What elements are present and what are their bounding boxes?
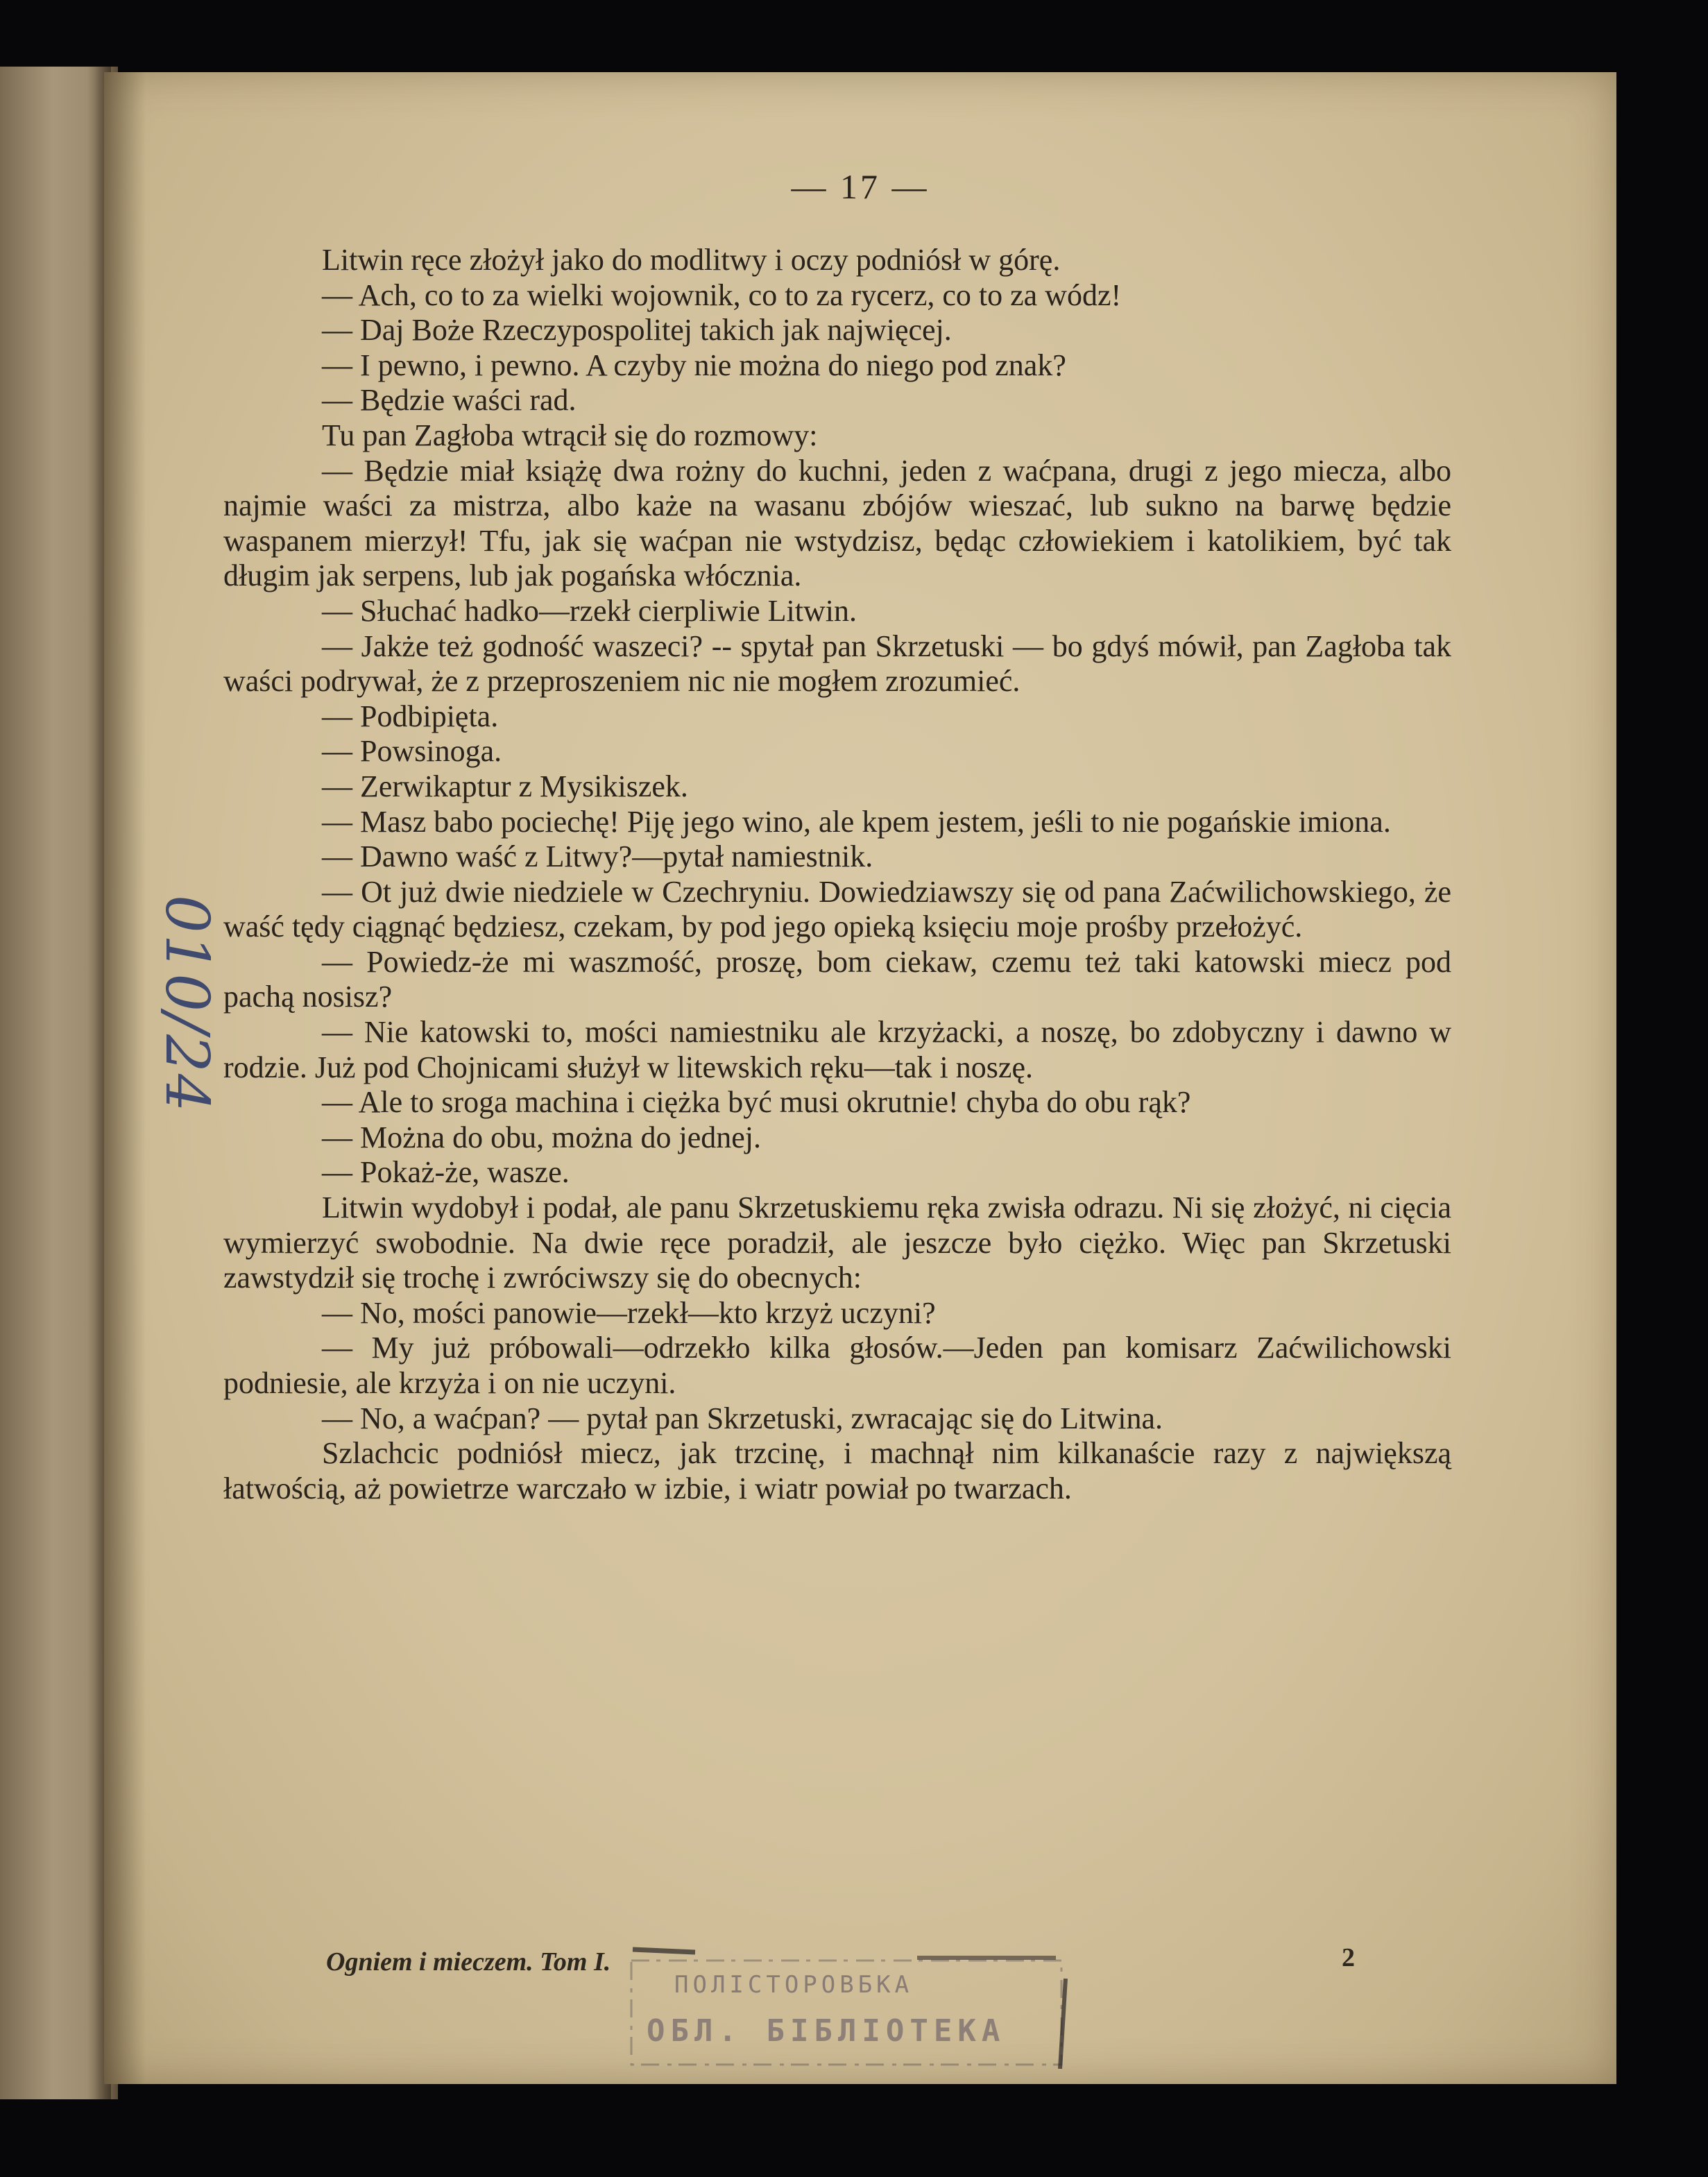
paragraph: Litwin ręce złożył jako do modlitwy i oczy podniósł w górę.: [322, 243, 1061, 277]
footer-signature-mark: 2: [1342, 1943, 1355, 1972]
paragraph: — Będzie miał książę dwa rożny do kuchni, jeden z waćpana, drugi z jego miecza, albo najmie waści za mistrza, albo każe na wasanu zbójów wieszać, lub sukno na barwę będzie waspanem mierzył! Tfu, jak się waćpan nie wstydzisz, będąc człowiekiem i katolikiem, być tak długim jak serpens, lub jak pogańska włócznia.: [223, 453, 1451, 593]
paragraph: — Daj Boże Rzeczypospolitej takich jak najwięcej.: [322, 313, 952, 348]
paragraph: — Powsinoga.: [322, 734, 502, 769]
paragraph: — Zerwikaptur z Mysikiszek.: [322, 769, 688, 803]
paragraph: — Ot już dwie niedziele w Czechryniu. Dowiedziawszy się od pana Zaćwilichowskiego, że waść tędy ciągnąć będziesz, czekam, by pod jego opieką księciu moje prośby przełożyć.: [223, 874, 1451, 944]
paragraph: Litwin wydobył i podał, ale panu Skrzetuskiemu ręka zwisła odrazu. Ni się złożyć, ni cięcia wymierzyć swobodnie. Na dwie ręce poradził, ale jeszcze było ciężko. Więc pan Skrzetuski zawstydził się trochę i zwróciwszy się do obecnych:: [223, 1190, 1451, 1295]
library-stamp: [626, 1937, 1077, 2076]
paragraph: — No, a waćpan? — pytał pan Skrzetuski, zwracając się do Litwina.: [322, 1401, 1163, 1435]
page-number: — 17 —: [791, 167, 930, 206]
paragraph: — Można do obu, można do jednej.: [322, 1120, 761, 1154]
paragraph: Tu pan Zagłoba wtrącił się do rozmowy:: [322, 418, 818, 452]
footer-book-title: Ogniem i mieczem. Tom I.: [326, 1947, 611, 1977]
paragraph: — Ale to sroga machina i ciężka być musi okrutnie! chyba do obu rąk?: [322, 1085, 1191, 1120]
paragraph: — Słuchać hadko—rzekł cierpliwie Litwin.: [322, 593, 857, 628]
paragraph: — No, mości panowie—rzekł—kto krzyż uczyni?: [322, 1295, 936, 1330]
paragraph: Szlachcic podniósł miecz, jak trzcinę, i machnął nim kilkanaście razy z największą łatwością, aż powietrze warczało w izbie, i wiatr powiał po twarzach.: [223, 1436, 1451, 1505]
shelfmark-text: 010/24: [152, 895, 221, 1113]
stamp-line: ОБЛ. БІБЛІОТЕКА: [647, 2013, 1006, 2049]
paragraph: — Dawno waść z Litwy?—pytał namiestnik.: [322, 839, 873, 874]
paragraph: — Masz babo pociechę! Piję jego wino, ale kpem jestem, jeśli to nie pogańskie imiona.: [322, 804, 1391, 839]
paragraph: — My już próbowali—odrzekło kilka głosów.—Jeden pan komisarz Zaćwilichowski podniesie, ale krzyża i on nie uczyni.: [223, 1331, 1451, 1400]
page-text: [223, 243, 1451, 1506]
paragraph: — Pokaż-że, wasze.: [322, 1155, 570, 1190]
paragraph: — I pewno, i pewno. A czyby nie można do niego pod znak?: [322, 348, 1066, 382]
handwritten-shelfmark: [139, 888, 229, 1179]
stamp-line: ПОЛІСТОРОВБКА: [674, 1971, 914, 1999]
paragraph: — Podbipięta.: [322, 699, 499, 733]
paragraph: — Będzie waści rad.: [322, 383, 577, 418]
paragraph: — Ach, co to za wielki wojownik, co to za rycerz, co to za wódz!: [322, 278, 1122, 312]
paragraph: — Jakże też godność waszeci? -- spytał pan Skrzetuski — bo gdyś mówił, pan Zagłoba tak waści podrywał, że z przeproszeniem nic nie mogłem zrozumieć.: [223, 629, 1451, 699]
paragraph: — Powiedz-że mi waszmość, proszę, bom ciekaw, czemu też taki katowski miecz pod pachą nosisz?: [223, 944, 1451, 1014]
paragraph: — Nie katowski to, mości namiestniku ale krzyżacki, a noszę, bo zdobyczny i dawno w rodzie. Już pod Chojnicami służył w litewskich ręku—tak i noszę.: [223, 1015, 1451, 1084]
